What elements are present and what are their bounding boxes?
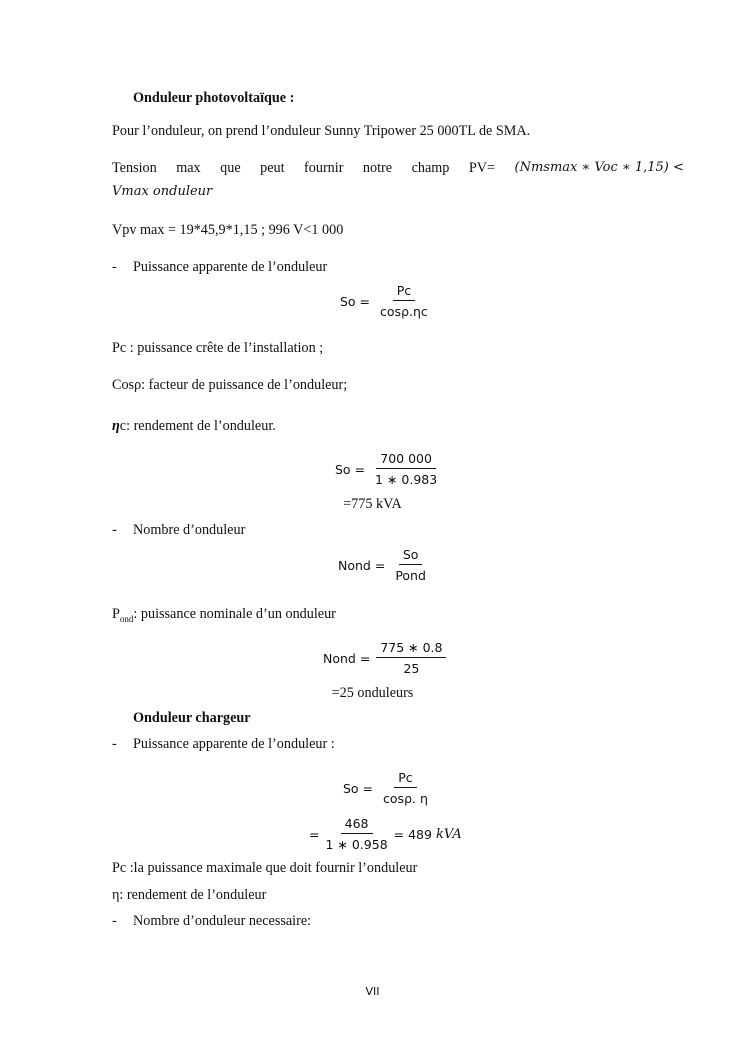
fraction [371,451,441,487]
fraction [379,770,432,806]
bullet-nombre-onduleur-necessaire: Nombre d’onduleur necessaire: [133,913,312,929]
equation-unit: kVA [435,826,462,842]
fraction-denominator: cosρ.ηc [380,304,428,319]
equation-so-numeric [335,451,441,487]
fraction-numerator: Pc [394,770,416,788]
bullet-dash: - [112,913,117,929]
equation-lhs: Nond = [338,557,386,573]
eta-definition-text: c: rendement de l’onduleur. [119,418,276,434]
result-nond: =25 onduleurs [331,685,414,701]
tension-word: fournir [304,160,344,176]
pond-subscript: ond [119,613,134,624]
definition-pc-2: Pc :la puissance maximale que doit fournir l’onduleur [112,860,418,876]
tension-word: PV= [468,160,496,176]
tension-word: max [176,160,201,176]
equation-lhs: So = [340,293,371,309]
vpv-calculation: Vpv max = 19*45,9*1,15 ; 996 V<1 000 [112,222,344,238]
bullet-puissance-apparente: Puissance apparente de l’onduleur [133,259,328,275]
bullet-dash: - [112,522,117,538]
result-so: =775 kVA [343,496,402,512]
definition-eta [112,418,276,435]
equation-nond-formula [338,547,430,583]
equation-rhs: = 489 [393,826,432,842]
fraction-denominator: 1 ∗ 0.958 [325,837,388,852]
bullet-dash: - [112,259,117,275]
tension-word: Tension [112,160,157,176]
definition-eta-2: η: rendement de l’onduleur [112,887,267,903]
fraction [376,283,432,319]
equation-lhs: So = [343,780,374,796]
bullet-puissance-apparente-2: Puissance apparente de l’onduleur : [133,736,335,752]
tension-word: champ [411,160,450,176]
equation-nond-numeric [323,640,446,676]
definition-pond [112,606,336,624]
pond-definition-text: : puissance nominale d’un onduleur [133,606,336,622]
tension-word: que [220,160,241,176]
equation-lhs: = [309,826,320,842]
tension-formula: (Nmsmax ∗ Voc ∗ 1,15) < [514,160,684,175]
fraction-numerator: 700 000 [376,451,436,469]
fraction-numerator: So [399,547,423,565]
fraction-denominator: Pond [395,568,426,583]
fraction-denominator: cosρ. η [383,791,428,806]
tension-word: notre [362,160,393,176]
pond-symbol: P [112,606,120,622]
fraction-denominator: 25 [403,661,420,676]
equation-so-chargeur-numeric [309,816,462,852]
equation-lhs: So = [335,461,366,477]
page-number: VII [365,985,380,998]
paragraph-onduleur-choice: Pour l’onduleur, on prend l’onduleur Sunny Tripower 25 000TL de SMA. [112,123,531,139]
tension-formula-line2: Vmax onduleur [112,184,213,199]
equation-so-chargeur [343,770,432,806]
heading-onduleur-chargeur: Onduleur chargeur [133,710,251,726]
bullet-dash: - [112,736,117,752]
fraction-numerator: 775 ∗ 0.8 [376,640,446,658]
fraction-numerator: Pc [393,283,415,301]
eta-symbol: η [112,418,120,434]
definition-cos: Cosρ: facteur de puissance de l’onduleur; [112,377,348,393]
definition-pc: Pc : puissance crête de l’installation ; [112,340,324,356]
fraction [376,640,446,676]
tension-line [112,160,684,177]
bullet-nombre-onduleur: Nombre d’onduleur [133,522,246,538]
fraction-denominator: 1 ∗ 0.983 [375,472,438,487]
fraction [321,816,391,852]
equation-so-pc [340,283,432,319]
heading-onduleur-photovoltaique: Onduleur photovoltaïque : [133,90,295,106]
tension-word: peut [260,160,285,176]
fraction [391,547,430,583]
fraction-numerator: 468 [341,816,373,834]
equation-lhs: Nond = [323,650,371,666]
